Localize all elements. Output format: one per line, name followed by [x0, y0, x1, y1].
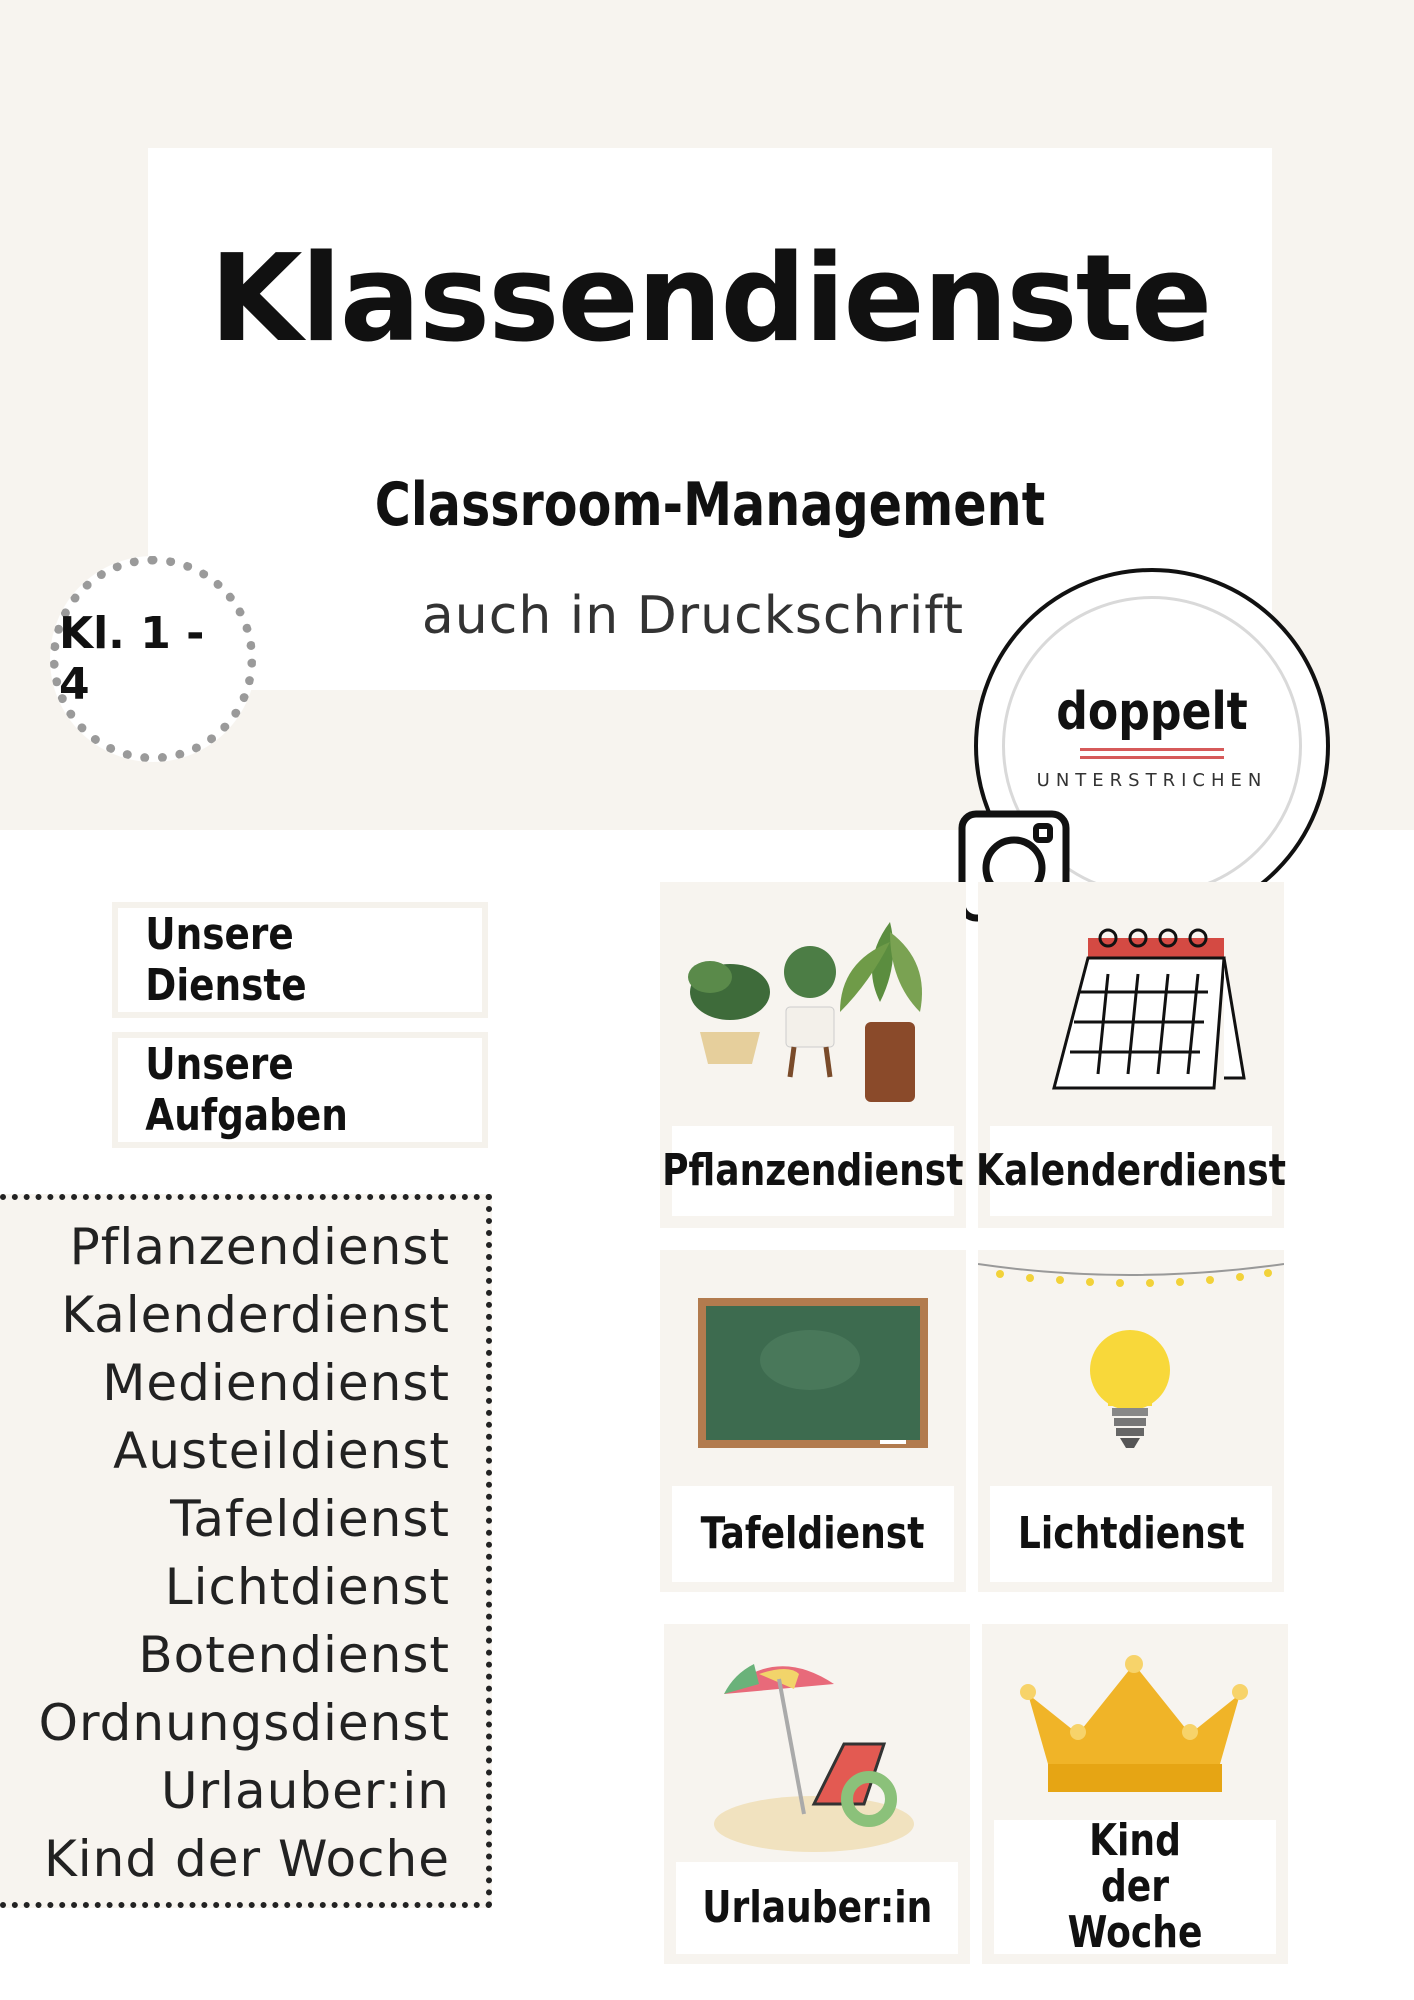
- list-item: Ordnungsdienst: [38, 1694, 450, 1752]
- card-kalenderdienst[interactable]: [976, 882, 1287, 1228]
- tab-unsere-aufgaben[interactable]: [112, 1032, 488, 1148]
- list-item: Austeildienst: [113, 1422, 450, 1480]
- plants-icon: [660, 882, 966, 1122]
- list-item: Pflanzendienst: [69, 1218, 450, 1276]
- lightbulb-icon: [978, 1250, 1284, 1490]
- card-label: Pflanzendienst: [672, 1126, 954, 1216]
- grade-badge: [50, 556, 256, 762]
- card-tafeldienst[interactable]: [660, 1250, 966, 1592]
- duty-list: [0, 1194, 492, 1908]
- card-pflanzendienst[interactable]: [660, 882, 966, 1228]
- list-item: Lichtdienst: [164, 1558, 450, 1616]
- brand-underline: [1080, 748, 1224, 751]
- brand-subtitle: UNTERSTRICHEN: [1036, 770, 1268, 791]
- tab-label: Unsere Aufgaben: [145, 1039, 348, 1141]
- list-item: Botendienst: [138, 1626, 450, 1684]
- list-item: Urlauber:in: [161, 1762, 450, 1820]
- page-title: Klassendienste: [209, 230, 1211, 369]
- list-item: Kalenderdienst: [61, 1286, 450, 1344]
- card-label: Lichtdienst: [990, 1486, 1272, 1582]
- card-lichtdienst[interactable]: [978, 1250, 1284, 1592]
- chalkboard-icon: [660, 1250, 966, 1490]
- card-urlauberin[interactable]: [664, 1624, 970, 1964]
- card-label: Kalenderdienst: [990, 1126, 1272, 1216]
- tagline: auch in Druckschrift: [421, 586, 965, 646]
- subtitle: Classroom-Management: [374, 470, 1046, 540]
- calendar-icon: [978, 882, 1284, 1122]
- card-label: Tafeldienst: [672, 1486, 954, 1582]
- list-item: Mediendienst: [102, 1354, 450, 1412]
- brand-name: doppelt: [1056, 682, 1248, 742]
- tab-unsere-dienste[interactable]: [112, 902, 488, 1018]
- tab-label: Unsere Dienste: [145, 909, 307, 1011]
- list-item: Tafeldienst: [170, 1490, 450, 1548]
- card-label: Kind der Woche: [994, 1820, 1276, 1954]
- grade-badge-label: Kl. 1 - 4: [59, 608, 205, 710]
- beach-umbrella-icon: [664, 1624, 970, 1864]
- list-item: Kind der Woche: [44, 1830, 450, 1888]
- brand-underline: [1080, 756, 1224, 759]
- card-kind-der-woche[interactable]: [982, 1624, 1288, 1964]
- card-label: Urlauber:in: [676, 1862, 958, 1954]
